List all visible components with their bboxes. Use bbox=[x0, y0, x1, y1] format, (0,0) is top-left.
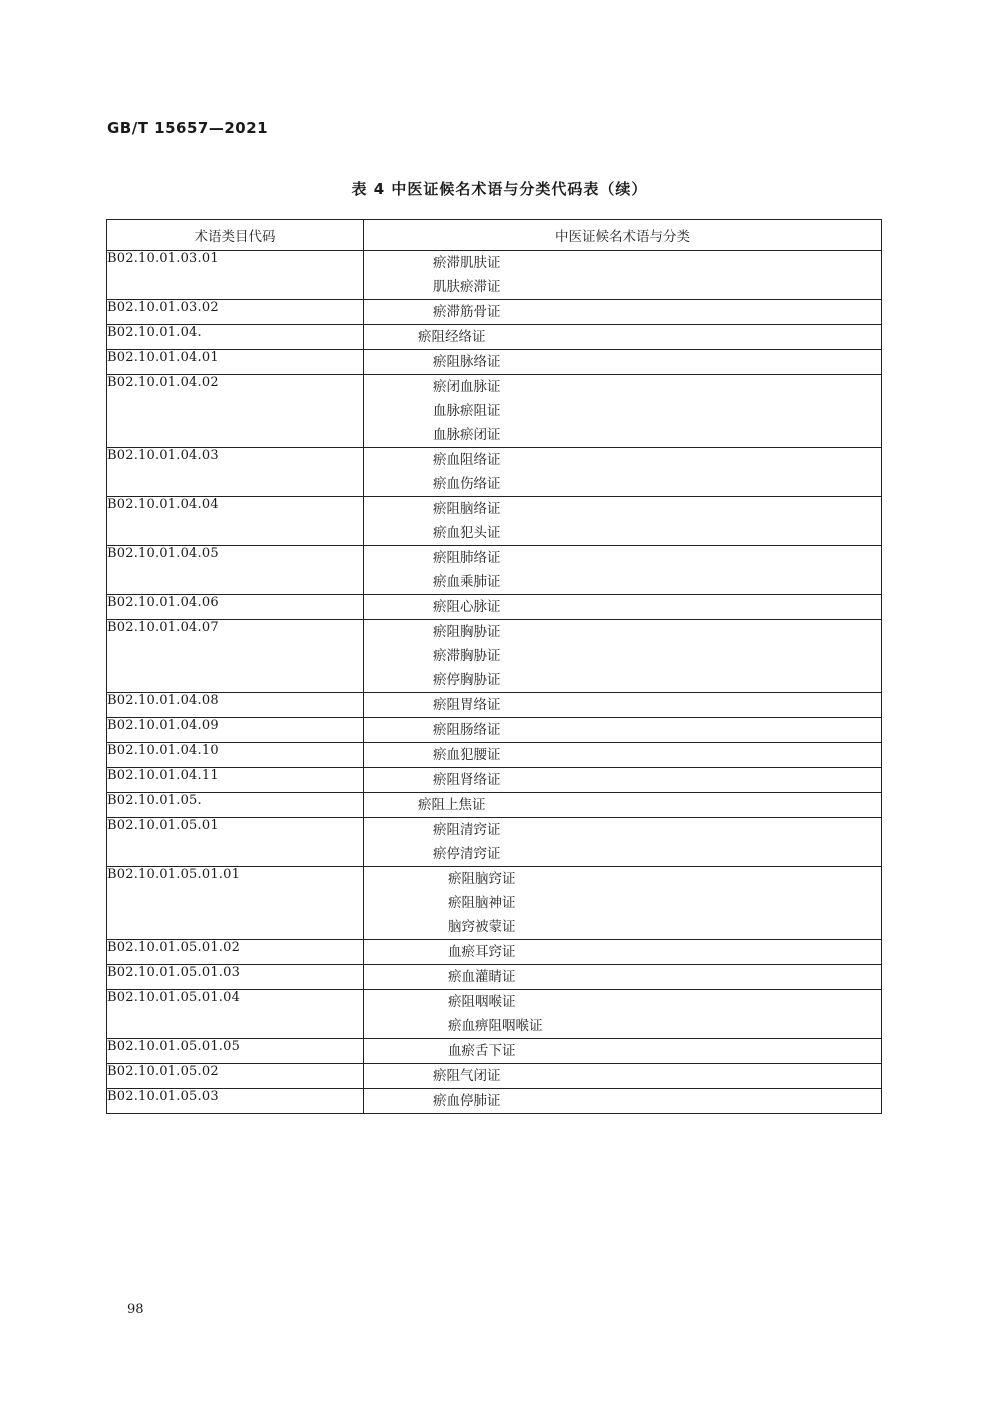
term-code: B02.10.01.05.01.04 bbox=[107, 990, 364, 1039]
term-names bbox=[364, 1064, 882, 1089]
table-row bbox=[107, 940, 882, 965]
term-code: B02.10.01.03.02 bbox=[107, 300, 364, 325]
term-name: 瘀血阻络证 bbox=[433, 452, 501, 468]
term-name: 瘀血犯头证 bbox=[433, 525, 501, 541]
term-name: 瘀血灌睛证 bbox=[448, 969, 516, 985]
term-name: 瘀血停肺证 bbox=[433, 1093, 501, 1109]
term-name: 瘀阻肠络证 bbox=[433, 722, 501, 738]
table-row bbox=[107, 350, 882, 375]
term-code: B02.10.01.03.01 bbox=[107, 251, 364, 300]
term-name: 瘀阻气闭证 bbox=[433, 1068, 501, 1084]
term-code: B02.10.01.04.09 bbox=[107, 718, 364, 743]
term-names bbox=[364, 325, 882, 350]
term-code: B02.10.01.05.01.02 bbox=[107, 940, 364, 965]
term-name: 瘀阻脑神证 bbox=[448, 895, 516, 911]
table-row bbox=[107, 1089, 882, 1114]
term-name: 瘀停胸胁证 bbox=[433, 672, 501, 688]
table-row bbox=[107, 300, 882, 325]
table-row bbox=[107, 693, 882, 718]
term-code: B02.10.01.05. bbox=[107, 793, 364, 818]
table-row bbox=[107, 375, 882, 448]
term-name: 瘀停清窍证 bbox=[433, 846, 501, 862]
term-name: 瘀阻脑窍证 bbox=[448, 871, 516, 887]
term-code: B02.10.01.04.06 bbox=[107, 595, 364, 620]
term-names bbox=[364, 448, 882, 497]
term-names bbox=[364, 867, 882, 940]
term-name: 瘀血犯腰证 bbox=[433, 747, 501, 763]
term-name: 瘀闭血脉证 bbox=[433, 379, 501, 395]
term-code: B02.10.01.04.02 bbox=[107, 375, 364, 448]
term-names bbox=[364, 1039, 882, 1064]
term-name: 瘀滞筋骨证 bbox=[433, 304, 501, 320]
column-header-terms: 中医证候名术语与分类 bbox=[364, 220, 882, 251]
table-row bbox=[107, 251, 882, 300]
table-row bbox=[107, 718, 882, 743]
table-row bbox=[107, 325, 882, 350]
term-name: 瘀血痹阻咽喉证 bbox=[448, 1018, 543, 1034]
term-name: 血瘀耳窍证 bbox=[448, 944, 516, 960]
term-name: 瘀阻清窍证 bbox=[433, 822, 501, 838]
term-name: 血脉瘀阻证 bbox=[433, 403, 501, 419]
term-names bbox=[364, 818, 882, 867]
term-names bbox=[364, 620, 882, 693]
term-name: 瘀血乘肺证 bbox=[433, 574, 501, 590]
term-code: B02.10.01.04.01 bbox=[107, 350, 364, 375]
term-names bbox=[364, 350, 882, 375]
term-names bbox=[364, 1089, 882, 1114]
term-name: 瘀阻脉络证 bbox=[433, 354, 501, 370]
term-name: 瘀阻胃络证 bbox=[433, 697, 501, 713]
term-code: B02.10.01.04.05 bbox=[107, 546, 364, 595]
table-row bbox=[107, 1064, 882, 1089]
code-table bbox=[106, 219, 882, 1114]
term-names bbox=[364, 546, 882, 595]
table-row bbox=[107, 595, 882, 620]
table-title: 表 4 中医证候名术语与分类代码表（续） bbox=[351, 180, 648, 198]
term-code: B02.10.01.04.10 bbox=[107, 743, 364, 768]
table-row bbox=[107, 743, 882, 768]
term-name: 瘀阻肾络证 bbox=[433, 772, 501, 788]
table-row bbox=[107, 768, 882, 793]
term-name: 血脉瘀闭证 bbox=[433, 427, 501, 443]
table-body bbox=[107, 251, 882, 1114]
term-code: B02.10.01.05.01.03 bbox=[107, 965, 364, 990]
term-code: B02.10.01.05.02 bbox=[107, 1064, 364, 1089]
term-names bbox=[364, 743, 882, 768]
term-code: B02.10.01.04.07 bbox=[107, 620, 364, 693]
term-code: B02.10.01.04.11 bbox=[107, 768, 364, 793]
table-row bbox=[107, 818, 882, 867]
term-name: 瘀阻心脉证 bbox=[433, 599, 501, 615]
term-code: B02.10.01.04. bbox=[107, 325, 364, 350]
term-names bbox=[364, 497, 882, 546]
term-names bbox=[364, 965, 882, 990]
table-header-row bbox=[107, 220, 882, 251]
term-name: 瘀阻胸胁证 bbox=[433, 624, 501, 640]
term-name: 瘀滞肌肤证 bbox=[433, 255, 501, 271]
term-name: 瘀阻肺络证 bbox=[433, 550, 501, 566]
table-row bbox=[107, 546, 882, 595]
term-code: B02.10.01.05.01.01 bbox=[107, 867, 364, 940]
term-names bbox=[364, 693, 882, 718]
term-code: B02.10.01.05.01.05 bbox=[107, 1039, 364, 1064]
term-names bbox=[364, 940, 882, 965]
table-row bbox=[107, 620, 882, 693]
term-code: B02.10.01.04.03 bbox=[107, 448, 364, 497]
table-row bbox=[107, 1039, 882, 1064]
document-id: GB/T 15657—2021 bbox=[107, 119, 269, 137]
term-name: 瘀阻经络证 bbox=[418, 329, 486, 345]
table-row bbox=[107, 965, 882, 990]
term-name: 瘀阻脑络证 bbox=[433, 501, 501, 517]
term-name: 瘀滞胸胁证 bbox=[433, 648, 501, 664]
term-names bbox=[364, 718, 882, 743]
term-name: 血瘀舌下证 bbox=[448, 1043, 516, 1059]
page-number: 98 bbox=[127, 1302, 144, 1317]
term-code: B02.10.01.04.08 bbox=[107, 693, 364, 718]
column-header-code: 术语类目代码 bbox=[107, 220, 364, 251]
term-name: 瘀阻上焦证 bbox=[418, 797, 486, 813]
term-names bbox=[364, 251, 882, 300]
term-names bbox=[364, 300, 882, 325]
term-code: B02.10.01.05.01 bbox=[107, 818, 364, 867]
term-names bbox=[364, 595, 882, 620]
term-code: B02.10.01.05.03 bbox=[107, 1089, 364, 1114]
term-name: 瘀血伤络证 bbox=[433, 476, 501, 492]
table-row bbox=[107, 497, 882, 546]
table-row bbox=[107, 448, 882, 497]
term-code: B02.10.01.04.04 bbox=[107, 497, 364, 546]
term-names bbox=[364, 793, 882, 818]
term-name: 肌肤瘀滞证 bbox=[433, 279, 501, 295]
term-name: 脑窍被蒙证 bbox=[448, 919, 516, 935]
term-names bbox=[364, 990, 882, 1039]
term-names bbox=[364, 768, 882, 793]
term-names bbox=[364, 375, 882, 448]
table-row bbox=[107, 990, 882, 1039]
term-name: 瘀阻咽喉证 bbox=[448, 994, 516, 1010]
table-row bbox=[107, 793, 882, 818]
table-row bbox=[107, 867, 882, 940]
